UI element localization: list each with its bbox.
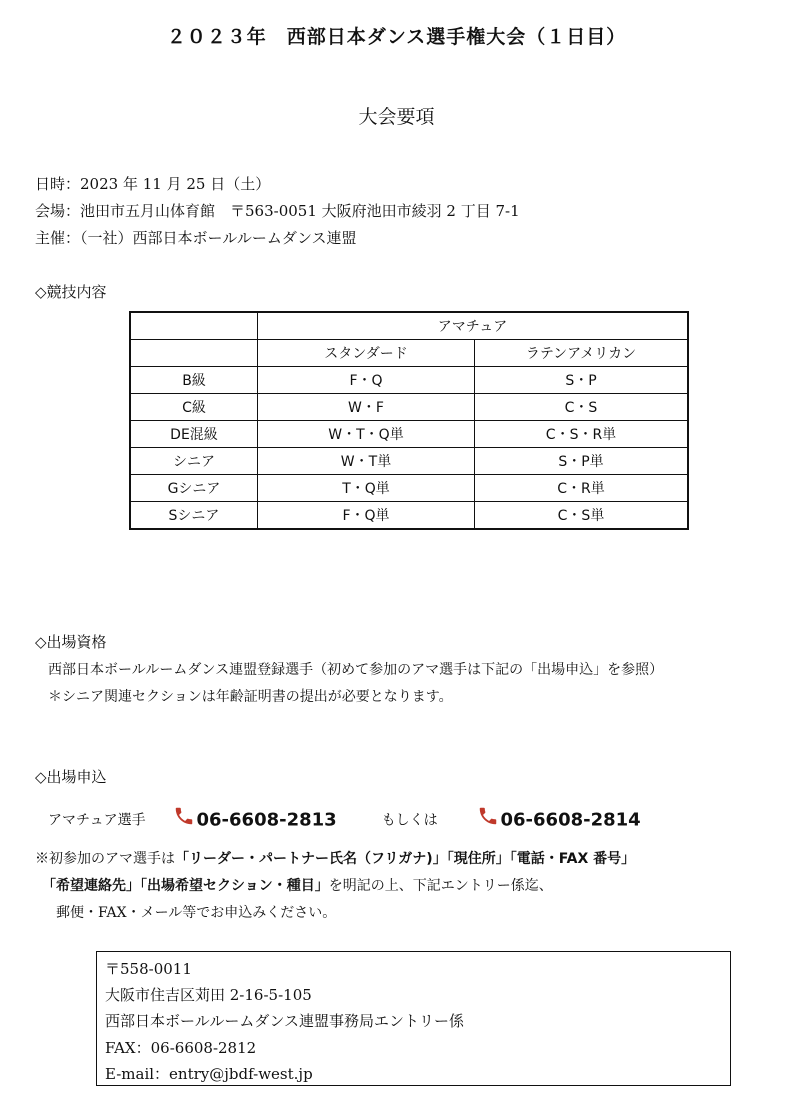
table-corner-cell bbox=[130, 340, 258, 367]
event-date: 日時：2023 年 11 月 25 日（土） bbox=[35, 175, 271, 193]
table-row bbox=[130, 367, 688, 394]
table-row bbox=[130, 421, 688, 448]
header-standard: スタンダード bbox=[258, 340, 475, 367]
row-latin: C・S・R単 bbox=[475, 421, 689, 448]
row-class: Gシニア bbox=[130, 475, 258, 502]
row-class: DE混級 bbox=[130, 421, 258, 448]
row-class: シニア bbox=[130, 448, 258, 475]
table-header-row bbox=[130, 312, 688, 340]
header-latin: ラテンアメリカン bbox=[475, 340, 689, 367]
row-latin: C・S bbox=[475, 394, 689, 421]
eligibility-line1: 西部日本ボールルームダンス連盟登録選手（初めて参加のアマ選手は下記の「出場申込」を参照） bbox=[48, 662, 664, 678]
street-address: 大阪市住吉区苅田 2-16-5-105 bbox=[105, 986, 312, 1004]
phone-number-1[interactable]: 06-6608-2813 bbox=[196, 809, 337, 831]
row-class: Sシニア bbox=[130, 502, 258, 530]
table-corner-cell bbox=[130, 312, 258, 340]
row-latin: C・R単 bbox=[475, 475, 689, 502]
phone-line bbox=[48, 805, 641, 831]
phone-icon bbox=[173, 805, 195, 836]
note-required-fields-1: 「リーダー・パートナー氏名（フリガナ)」「現住所」「電話・FAX 番号」 bbox=[175, 851, 636, 867]
row-latin: S・P単 bbox=[475, 448, 689, 475]
table-row bbox=[130, 448, 688, 475]
postal-code: 〒558-0011 bbox=[105, 960, 192, 978]
fax-number: FAX：06-6608-2812 bbox=[105, 1039, 257, 1057]
page-subtitle: 大会要項 bbox=[358, 106, 435, 128]
note-prefix: ※初参加のアマ選手は bbox=[35, 851, 175, 867]
organization: 西部日本ボールルームダンス連盟事務局エントリー係 bbox=[105, 1012, 465, 1030]
competition-table bbox=[129, 311, 689, 530]
table-row bbox=[130, 394, 688, 421]
phone-icon bbox=[477, 805, 499, 836]
eligibility-line2: ＊シニア関連セクションは年齢証明書の提出が必要となります。 bbox=[48, 689, 453, 705]
row-latin: S・P bbox=[475, 367, 689, 394]
row-standard: F・Q bbox=[258, 367, 475, 394]
row-standard: T・Q単 bbox=[258, 475, 475, 502]
note-line3: 郵便・FAX・メール等でお申込みください。 bbox=[56, 905, 337, 921]
row-class: B級 bbox=[130, 367, 258, 394]
application-heading: ◇出場申込 bbox=[35, 768, 107, 786]
amateur-label: アマチュア選手 bbox=[48, 812, 146, 829]
entry-address-box bbox=[96, 951, 731, 1086]
note-suffix: を明記の上、下記エントリー係迄、 bbox=[328, 878, 553, 894]
row-standard: F・Q単 bbox=[258, 502, 475, 530]
or-label: もしくは bbox=[381, 812, 438, 829]
note-line2 bbox=[42, 875, 553, 895]
row-standard: W・T単 bbox=[258, 448, 475, 475]
phone-number-2[interactable]: 06-6608-2814 bbox=[500, 809, 641, 831]
email-address[interactable]: E-mail：entry@jbdf-west.jp bbox=[105, 1065, 313, 1083]
competition-heading: ◇競技内容 bbox=[35, 283, 107, 301]
event-host: 主催：（一社）西部日本ボールルームダンス連盟 bbox=[35, 229, 357, 247]
table-subheader-row bbox=[130, 340, 688, 367]
row-class: C級 bbox=[130, 394, 258, 421]
note-line1 bbox=[35, 848, 635, 868]
event-venue: 会場：池田市五月山体育館 〒563-0051 大阪府池田市綾羽 2 丁目 7-1 bbox=[35, 202, 520, 220]
row-standard: W・T・Q単 bbox=[258, 421, 475, 448]
table-row bbox=[130, 475, 688, 502]
page-title: ２０２３年 西部日本ダンス選手権大会（１日目） bbox=[166, 26, 627, 48]
header-amateur: アマチュア bbox=[258, 312, 689, 340]
table-row bbox=[130, 502, 688, 530]
row-latin: C・S単 bbox=[475, 502, 689, 530]
eligibility-heading: ◇出場資格 bbox=[35, 633, 107, 651]
note-required-fields-2: 「希望連絡先」「出場希望セクション・種目」 bbox=[42, 878, 329, 894]
row-standard: W・F bbox=[258, 394, 475, 421]
